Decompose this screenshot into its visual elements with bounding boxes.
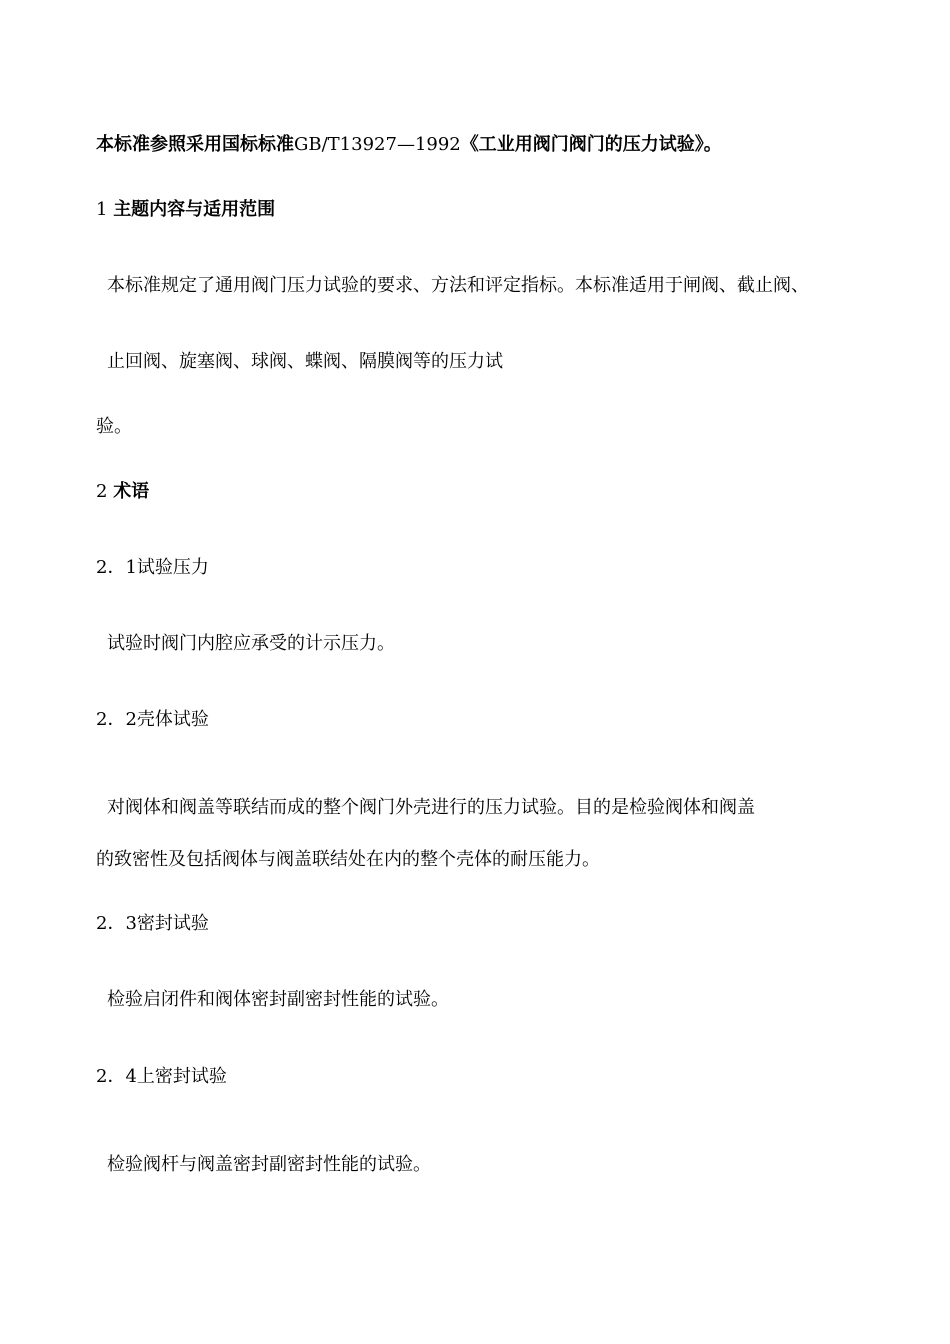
term-2-2-definition-line-2: 的致密性及包括阀体与阀盖联结处在内的整个壳体的耐压能力。 [96,849,600,870]
term-2-4-heading [96,1065,227,1089]
section-1-paragraph-line-1: 本标准规定了通用阀门压力试验的要求、方法和评定指标。本标准适用于闸阀、截止阀、 [107,275,809,296]
intro-paragraph [96,133,722,157]
section-1-paragraph-line-2: 止回阀、旋塞阀、球阀、蝶阀、隔膜阀等的压力试 [107,351,503,372]
term-2-3-number: 2．3 [96,913,137,934]
term-2-3-title: 密封试验 [136,913,209,934]
term-2-3-definition: 检验启闭件和阀体密封副密封性能的试验。 [107,989,449,1010]
term-2-4-title: 上密封试验 [136,1066,227,1087]
section-2-heading [96,480,149,504]
intro-text-1: 本标准参照采用国标标准 [96,134,294,155]
term-2-4-definition: 检验阀杆与阀盖密封副密封性能的试验。 [107,1154,431,1175]
intro-standard-code: GB/T13927—1992 [294,134,461,155]
term-2-2-definition-line-1: 对阀体和阀盖等联结而成的整个阀门外壳进行的压力试验。目的是检验阀体和阀盖 [107,797,755,818]
term-2-1-number: 2．1 [96,557,137,578]
section-1-number: 1 [96,199,108,220]
intro-standard-title: 《工业用阀门阀门的压力试验》。 [460,134,722,155]
term-2-2-title: 壳体试验 [136,709,209,730]
section-1-heading [96,198,275,222]
section-1-title: 主题内容与适用范围 [113,199,276,220]
term-2-2-number: 2．2 [96,709,137,730]
term-2-1-title: 试验压力 [136,557,209,578]
term-2-3-heading [96,912,209,936]
term-2-2-heading [96,708,209,732]
section-1-paragraph-line-3: 验。 [96,416,132,437]
term-2-4-number: 2．4 [96,1066,137,1087]
section-2-number: 2 [96,481,108,502]
term-2-1-heading [96,556,209,580]
section-2-title: 术语 [113,481,150,502]
term-2-1-definition: 试验时阀门内腔应承受的计示压力。 [107,633,395,654]
